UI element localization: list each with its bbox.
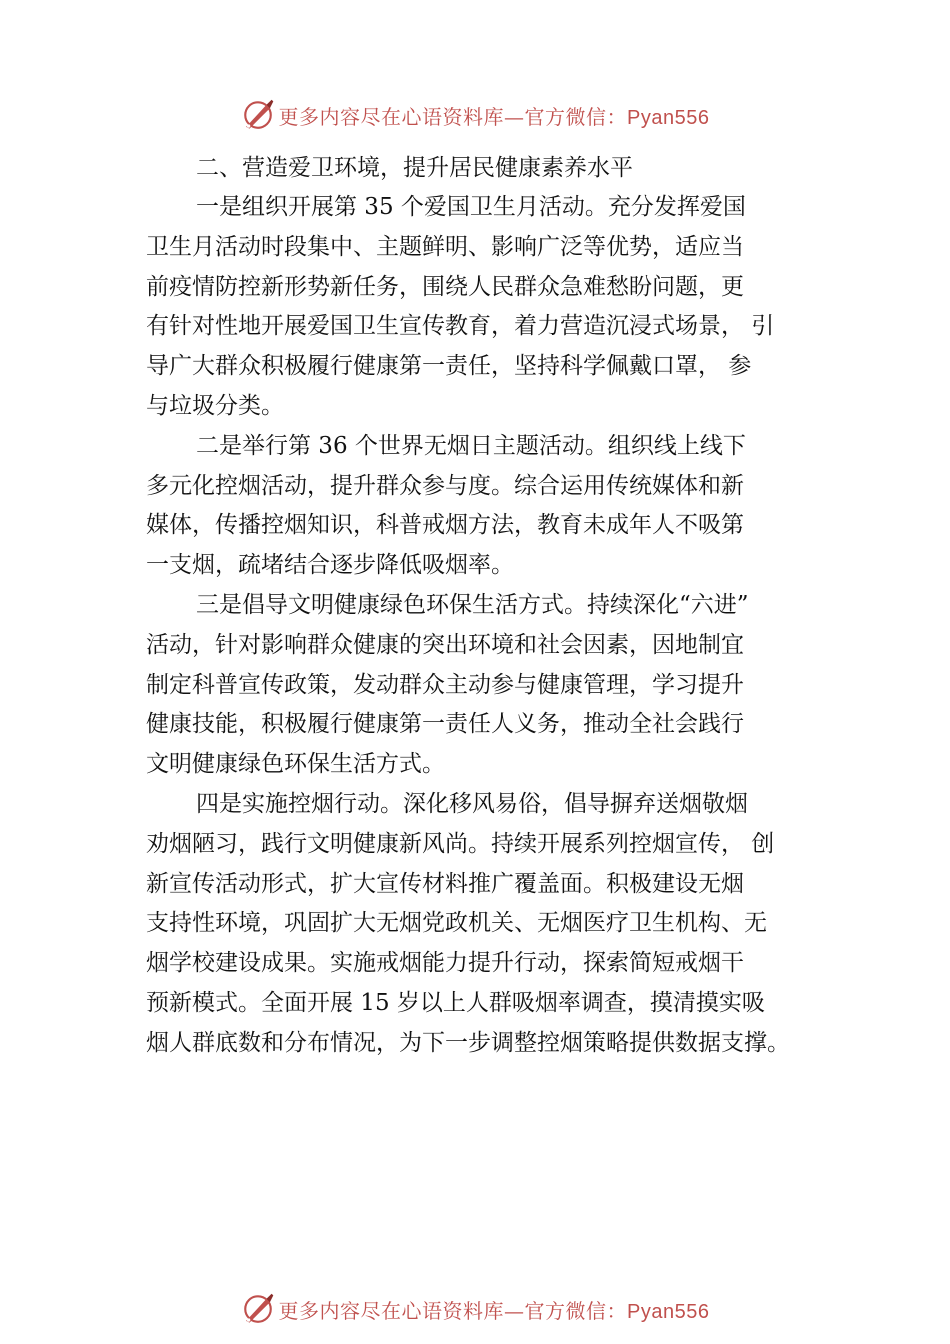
paragraph-line: 预新模式。全面开展 15 岁以上人群吸烟率调查，摸清摸实吸 [146, 989, 765, 1016]
paragraph-line: 三是倡导文明健康绿色环保生活方式。持续深化“六进” [196, 591, 749, 618]
paragraph-3 [146, 586, 836, 785]
paragraph-line: 与垃圾分类。 [146, 392, 284, 419]
paragraph-line: 媒体，传播控烟知识，科普戒烟方法，教育未成年人不吸第 [146, 512, 744, 539]
paragraph-2 [146, 427, 836, 586]
paragraph-line: 四是实施控烟行动。深化移风易俗，倡导摒弃送烟敬烟 [196, 790, 748, 817]
paragraph-line: 多元化控烟活动，提升群众参与度。综合运用传统媒体和新 [146, 472, 744, 499]
paragraph-line: 一是组织开展第 35 个爱国卫生月活动。充分发挥爱国 [196, 194, 746, 220]
footer-banner-text: 更多内容尽在心语资料库—官方微信：Pyan556 [278, 1298, 710, 1323]
paragraph-line: 一支烟，疏堵结合逐步降低吸烟率。 [146, 552, 514, 579]
paragraph-line: 文明健康绿色环保生活方式。 [146, 751, 445, 778]
section-heading: 二、营造爱卫环境，提升居民健康素养水平 [196, 155, 633, 181]
paragraph-line: 活动，针对影响群众健康的突出环境和社会因素，因地制宜 [146, 631, 744, 658]
document-body [146, 148, 836, 1064]
paragraph-line: 烟学校建设成果。实施戒烟能力提升行动，探索简短戒烟干 [146, 950, 744, 977]
paragraph-1 [146, 188, 836, 427]
pen-logo-icon [241, 98, 275, 132]
paragraph-line: 烟人群底数和分布情况，为下一步调整控烟策略提供数据支撑。 [146, 1029, 790, 1056]
wechat-id: Pyan556 [627, 106, 710, 129]
header-banner-text: 更多内容尽在心语资料库—官方微信：Pyan556 [278, 104, 710, 129]
paragraph-line: 新宣传活动形式，扩大宣传材料推广覆盖面。积极建设无烟 [146, 870, 744, 897]
paragraph-4 [146, 785, 836, 1064]
paragraph-line: 支持性环境，巩固扩大无烟党政机关、无烟医疗卫生机构、无 [146, 910, 767, 937]
pen-logo-icon [241, 1292, 275, 1326]
paragraph-line: 劝烟陋习，践行文明健康新风尚。持续开展系列控烟宣传， 创 [146, 830, 775, 857]
paragraph-line: 有针对性地开展爱国卫生宣传教育，着力营造沉浸式场景， 引 [146, 313, 775, 340]
footer-banner [0, 1289, 950, 1329]
header-banner [0, 95, 950, 135]
paragraph-line: 二是举行第 36 个世界无烟日主题活动。组织线上线下 [196, 432, 746, 459]
paragraph-line: 卫生月活动时段集中、主题鲜明、影响广泛等优势，适应当 [146, 233, 744, 260]
paragraph-line: 导广大群众积极履行健康第一责任，坚持科学佩戴口罩， 参 [146, 353, 752, 380]
paragraph-line: 健康技能，积极履行健康第一责任人义务，推动全社会践行 [146, 711, 744, 738]
paragraph-line: 前疫情防控新形势新任务，围绕人民群众急难愁盼问题，更 [146, 273, 744, 300]
paragraph-line: 制定科普宣传政策，发动群众主动参与健康管理，学习提升 [146, 671, 744, 698]
wechat-id: Pyan556 [627, 1300, 710, 1323]
